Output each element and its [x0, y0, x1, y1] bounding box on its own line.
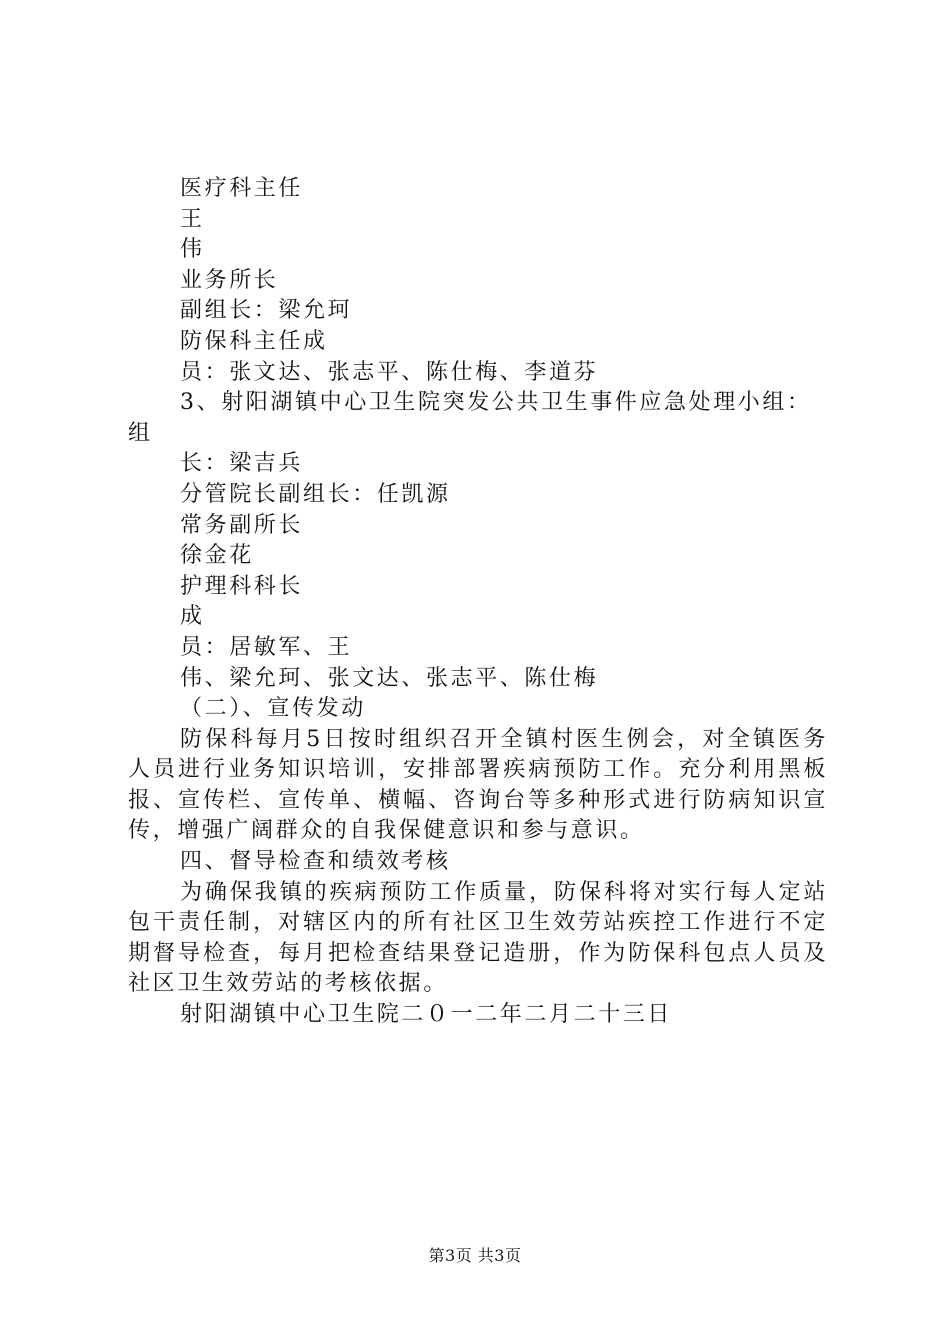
- section-heading: 四、督导检查和绩效考核: [180, 849, 451, 875]
- document-body: [128, 174, 828, 1031]
- text-line: 员：居敏军、王: [180, 634, 353, 660]
- page-footer: 第3页 共3页: [428, 1246, 522, 1265]
- paragraph-supervision: 为确保我镇的疾病预防工作质量，防保科将对实行每人定站包干责任制，对辖区内的所有社区卫生效劳站疾控工作进行不定期督导检查，每月把检查结果登记造册，作为防保科包点人员及社区卫生效劳站的考核依据。: [128, 879, 828, 997]
- text-line: 组: [128, 420, 153, 446]
- text-line: 护理科科长: [180, 573, 304, 599]
- text-line: 伟: [180, 237, 205, 263]
- text-line: 常务副所长: [180, 512, 304, 538]
- text-line: 王: [180, 206, 205, 232]
- text-line: 分管院长副组长：任凯源: [180, 481, 451, 507]
- text-line: 防保科主任成: [180, 328, 328, 354]
- paragraph-publicity: 防保科每月5日按时组织召开全镇村医生例会，对全镇医务人员进行业务知识培训，安排部署疾病预防工作。充分利用黑板报、宣传栏、宣传单、横幅、咨询台等多种形式进行防病知识宣传，增强广阔群众的自我保健意识和参与意识。: [128, 726, 828, 844]
- text-line: 员：张文达、张志平、陈仕梅、李道芬: [180, 359, 599, 385]
- signature-line: 射阳湖镇中心卫生院二０一二年二月二十三日: [180, 1002, 673, 1028]
- section-heading: 3、射阳湖镇中心卫生院突发公共卫生事件应急处理小组：: [180, 390, 812, 416]
- text-line: 业务所长: [180, 267, 279, 293]
- text-line: 成: [180, 604, 205, 630]
- text-line: 长：梁吉兵: [180, 451, 304, 477]
- text-line: 医疗科主任: [180, 176, 304, 201]
- text-line: 徐金花: [180, 543, 254, 569]
- text-line: 副组长：梁允珂: [180, 298, 353, 324]
- text-line: 伟、梁允珂、张文达、张志平、陈仕梅: [180, 665, 599, 691]
- section-heading: （二）、宣传发动: [180, 696, 366, 722]
